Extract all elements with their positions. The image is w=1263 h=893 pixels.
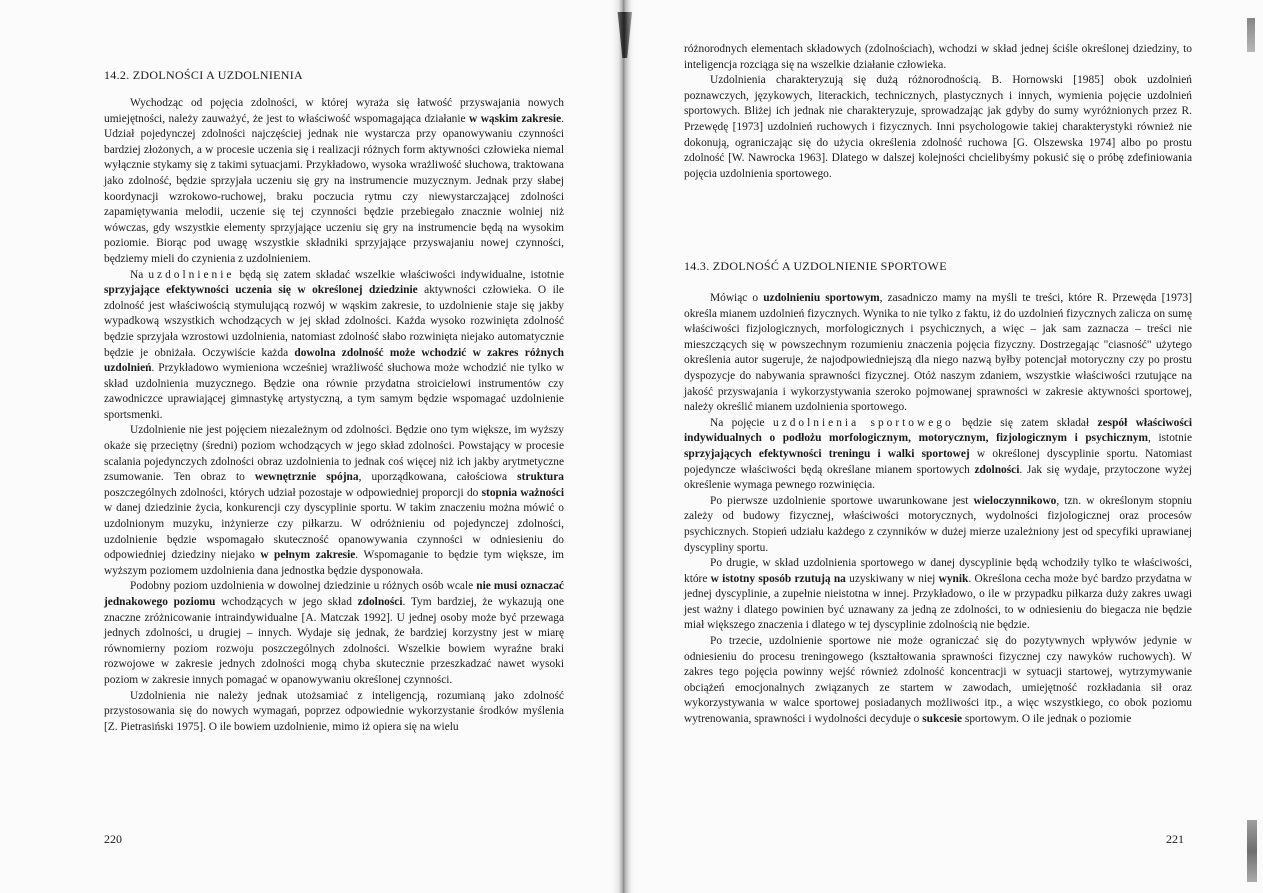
bold-term: sukcesie: [922, 713, 963, 726]
text-run: wchodzących w jego skład: [215, 596, 358, 608]
text-run: , istotnie: [1148, 432, 1193, 445]
bold-term: wewnętrznie spójna: [254, 471, 359, 484]
bold-term: zespół właściwości indywidualnych o podłożu morfologicznym, motorycznym, fizjologicznym i psychicznym: [684, 416, 1193, 445]
text-run: . Udział pojedynczej zdolności najczęściej jednak nie wystarcza przy opanowywaniu czynności bardziej złożonych, a w procesie uczenia się i realizacji różnych form aktywności człowieka niemal wyłącznie stykamy się z takimi sytuacjami. Przykładowo, wysoka wrażliwość słuchowa, traktowana jako zdolność, będzie sprzyjała uczeniu się gry na instrumencie muzycznym. Jednak przy słabej koordynacji wzrokowo-ruchowej, braku poczucia rytmu czy niewystarczającej zdolności zapamiętywania melodii, uczenie się tej czynności będzie przebiegało znacznie wolniej niż wówczas, gdy wszystkie elementy sprzyjające uczeniu się gry na instrumencie będą na wysokim poziomie. Biorąc pod uwagę wszystkie składniki sprzyjające przyswajaniu nowej czynności, będziemy mieli do czynienia z uzdolnieniem.: [104, 112, 564, 265]
left-page: [0, 0, 615, 893]
text-run: Wychodząc od pojęcia zdolności, w której wyraża się łatwość przyswajania nowych umiejętności, należy zauważyć, że jest to właściwość wspomagająca działanie: [104, 97, 564, 125]
bold-term: wynik: [938, 572, 969, 585]
bold-term: zdolności: [974, 463, 1020, 476]
text-run: sportowym. O ile jednak o poziomie: [962, 713, 1132, 726]
left-page-body: [104, 96, 564, 735]
text-run: Na pojęcie: [710, 416, 773, 429]
bold-term: sprzyjające efektywności uczenia się w określonej dziedzinie: [104, 284, 418, 297]
bold-term: nie musi oznaczać jednakowego poziomu: [104, 580, 564, 608]
paragraph: [684, 494, 1192, 556]
bold-term: dowolna zdolność może wchodzić w zakres różnych uzdolnień: [104, 346, 564, 375]
text-run: , zasadniczo mamy na myśli te treści, które R. Przewęda [1973] określa mianem uzdolnień fizycznych. Wynika to nie tylko z faktu, iż do uzdolnień fizycznych zalicza on sumę właściwości fizjologicznych, morfologicznych i psychicznych, a więc – jak sam zaznacza – treści nie mieszczących się w powszechnym rozumieniu znaczenia pojęcia fizyczny. Dostrzegając "ciasność" użytego określenia autor sugeruje, że najodpowiedniejszą dla niego nazwą byłby potencjał motoryczny czy po prostu dyspozycje do nabywania sprawności fizycznej. Otóż naszym zdaniem, wszystkie właściwości rzutujące na jakość przyswajania i wykorzystywania szeroko pojmowanej sprawności w zakresie aktywności sportowej, należy określić mianem uzdolnienia sportowego.: [684, 292, 1192, 414]
text-run: , tzn. w określonym stopniu zależy od budowy fizycznej, właściwości motorycznych, wydolności fizjologicznej oraz procesów psychicznych. Stopień udziału każdego z czynników w dużej mierze uzależniony jest od specyfiki uprawianej dyscypliny sportu.: [684, 494, 1192, 554]
bold-term: struktura: [517, 471, 564, 484]
text-run: Na: [130, 268, 149, 281]
bold-term: uzdolnieniu sportowym: [763, 292, 880, 304]
text-run: . Wspomaganie to będzie tym większe, im wyższym poziomem uzdolnienia dana jednostka będzie dysponowała.: [104, 549, 564, 577]
paragraph: [684, 73, 1192, 182]
text-run: Podobny poziom uzdolnienia w dowolnej dziedzinie u różnych osób wcale: [130, 580, 477, 593]
paragraph: [104, 579, 564, 688]
text-run: . Przykładowo wymieniona wcześniej wrażliwość słuchowa może wchodzić nie tylko w skład uzdolnienia muzycznego. Będzie ona równie przydatna stroicielowi instrumentów czy zawodniczce uprawiającej gimnastykę artystyczną, a tym samym będzie wspomagać uzdolnienie sportsmenki.: [104, 362, 564, 421]
text-run: Po drugie, w skład uzdolnienia sportowego w danej dyscyplinie będą wchodziły tylko te właściwości, które: [684, 557, 1192, 585]
paragraph: [684, 291, 1192, 416]
spaced-term: uzdolnienie: [148, 268, 235, 281]
text-run: będą się zatem składać wszelkie właściwości indywidualne, istotnie: [234, 268, 564, 281]
text-run: uzyskiwany w niej: [845, 572, 939, 585]
spaced-term: uzdolnienia sportowego: [772, 416, 954, 429]
bold-term: w istotny sposób rzutują na: [710, 572, 846, 585]
page-number-left: 220: [104, 832, 122, 846]
bold-term: w pełnym zakresie: [260, 549, 356, 562]
right-page-body: [684, 291, 1192, 728]
bold-term: w wąskim zakresie: [469, 112, 562, 125]
text-run: w określonej dyscyplinie sportu. Natomiast pojedyncze właściwości będą określane mianem sportowych: [684, 447, 1193, 476]
paragraph: [104, 96, 564, 268]
text-run: Uzdolnienia charakteryzują się dużą różnorodnością. B. Hornowski [1985] obok uzdolnień poznawczych, językowych, literackich, technicznych, plastycznych i innych, wymienia pojęcie uzdolnień sportowych. Bliżej ich jednak nie charakteryzuje, sprowadzając jak gdyby do sumy wyróżnionych przez R. Przewędę [1973] uzdolnień ruchowych i fizycznych. Inni psychologowie takiej charakterystyki również nie dokonują, ograniczając się do użycia określenia zdolność ruchowa [G. Olszewska 1974] albo po prostu zdolność [W. Nawrocka 1963]. Dlatego w dalszej kolejności chcielibyśmy pokusić się o próbę zdefiniowania pojęcia uzdolnienia sportowego.: [684, 74, 1192, 180]
text-run: Po trzecie, uzdolnienie sportowe nie może ograniczać się do pozytywnych wpływów jedynie w odniesieniu do procesu treningowego (kształtowania sprawności fizycznej czy nawyków ruchowych). W zakres tego pojęcia powinny wejść również zdolność koncentracji w sytuacji startowej, wytrzymywanie obciążeń emocjonalnych związanych ze startem w zawodach, umiejętność rozkładania sił oraz wykorzystywania w walce sportowej posiadanych możliwości itp., a więc wszystkiego, co obok poziomu wytrenowania, sprawności i wydolności decyduje o: [684, 635, 1192, 726]
bold-term: wieloczynnikowo: [973, 494, 1057, 507]
text-run: . Jak się wydaje, przytoczone wyżej określenie wymaga pewnego rozwinięcia.: [684, 463, 1192, 492]
right-page-top-body: [684, 42, 1192, 182]
text-run: , uporządkowana, całościowa: [358, 471, 518, 484]
text-run: w danej dziedzinie życia, konkurencji czy dyscyplinie sportu. W takim znaczeniu można mówić o uzdolnionym muzyku, inżynierze czy piłkarzu. W odróżnieniu od pojedynczej zdolności, uzdolnienie będzie wspomagało skuteczność opanowywania czynności w odniesieniu do odpowiedniej dziedziny niejako: [104, 502, 564, 562]
text-run: różnorodnych elementach składowych (zdolnościach), wchodzi w skład jednej ściśle określonej dziedziny, to inteligencja rozciąga się na wszelkie działanie człowieka.: [684, 43, 1192, 71]
text-run: Uzdolnienie nie jest pojęciem niezależnym od zdolności. Będzie ono tym większe, im wyższy okaże się przeciętny (średni) poziom wchodzących w jego skład zdolności. Powstający w procesie scalania pojedynczych zdolności obraz uzdolnienia to jednak coś więcej niż ich jakby arytmetyczne zsumowanie. Ten obraz to: [104, 424, 564, 484]
paragraph: [104, 689, 564, 736]
text-run: . Tym bardziej, że wykazują one znaczne zróżnicowanie intraindywidualne [A. Matczak 1992]. U jednej osoby może być przewaga jednych zdolności, u drugiej – innych. Wydaje się jednak, że bardziej korzystny jest w miarę równomierny poziom rozwoju poszczególnych zdolności. Wszelkie bowiem wyraźne braki rozwojowe w zakresie jednych zdolności mogą chyba skutecznie przeszkadzać nawet wysoki poziom w zakresie innych pomagać w opanowywaniu określonej czynności.: [104, 596, 564, 686]
page-number-right: 221: [1166, 832, 1184, 846]
text-run: . Określona cecha może być bardzo przydatna w jednej dyscyplinie, a zupełnie nieistotna w innej. Przykładowo, o ile w przypadku piłkarza duży zakres uwagi jest ważny i dlatego powinien być uznawany za jedną ze zdolności, to w odniesieniu do biegacza nie będzie miał większego znaczenia i dlatego w tej dyscyplinie zdolnością nie będzie.: [684, 572, 1192, 632]
paragraph: [104, 423, 564, 579]
text-run: aktywności człowieka. O ile zdolność jest właściwością stymulującą rozwój w wąskim zakresie, to uzdolnienie staje się jakby wypadkową wszystkich wchodzących w jej skład zdolności. Każda wysoko rozwinięta zdolność będzie sprzyjała wzrostowi uzdolnienia, natomiast zdolność słabo rozwinięta niejako automatycznie będzie je obniżała. Oczywiście każda: [104, 284, 564, 359]
section-heading-14-3: 14.3. ZDOLNOŚĆ A UZDOLNIENIE SPORTOWE: [684, 259, 947, 273]
section-heading-14-2: 14.2. ZDOLNOŚCI A UZDOLNIENIA: [104, 68, 304, 82]
paragraph: [684, 42, 1192, 73]
right-page: [630, 0, 1263, 893]
text-run: będzie się zatem składał: [953, 416, 1098, 429]
text-run: poszczególnych zdolności, których udział pozostaje w odpowiedniej proporcji do: [104, 486, 482, 499]
paragraph: [684, 634, 1192, 728]
paragraph: [684, 556, 1192, 634]
paragraph: [684, 416, 1192, 494]
text-run: Uzdolnienia nie należy jednak utożsamiać z inteligencją, rozumianą jako zdolność przystosowania się do nowych wymagań, poprzez odpowiednie wykorzystanie środków myślenia [Z. Pietrasiński 1975]. O ile bowiem uzdolnienie, mimo iż opiera się na wielu: [104, 689, 564, 733]
bold-term: sprzyjających efektywności treningu i walki sportowej: [684, 447, 970, 460]
bold-term: stopnia ważności: [481, 486, 564, 499]
text-run: Mówiąc o: [710, 292, 764, 304]
text-run: Po pierwsze uzdolnienie sportowe uwarunkowane jest: [710, 494, 974, 507]
bold-term: zdolności: [357, 596, 403, 608]
paragraph: [104, 268, 564, 424]
